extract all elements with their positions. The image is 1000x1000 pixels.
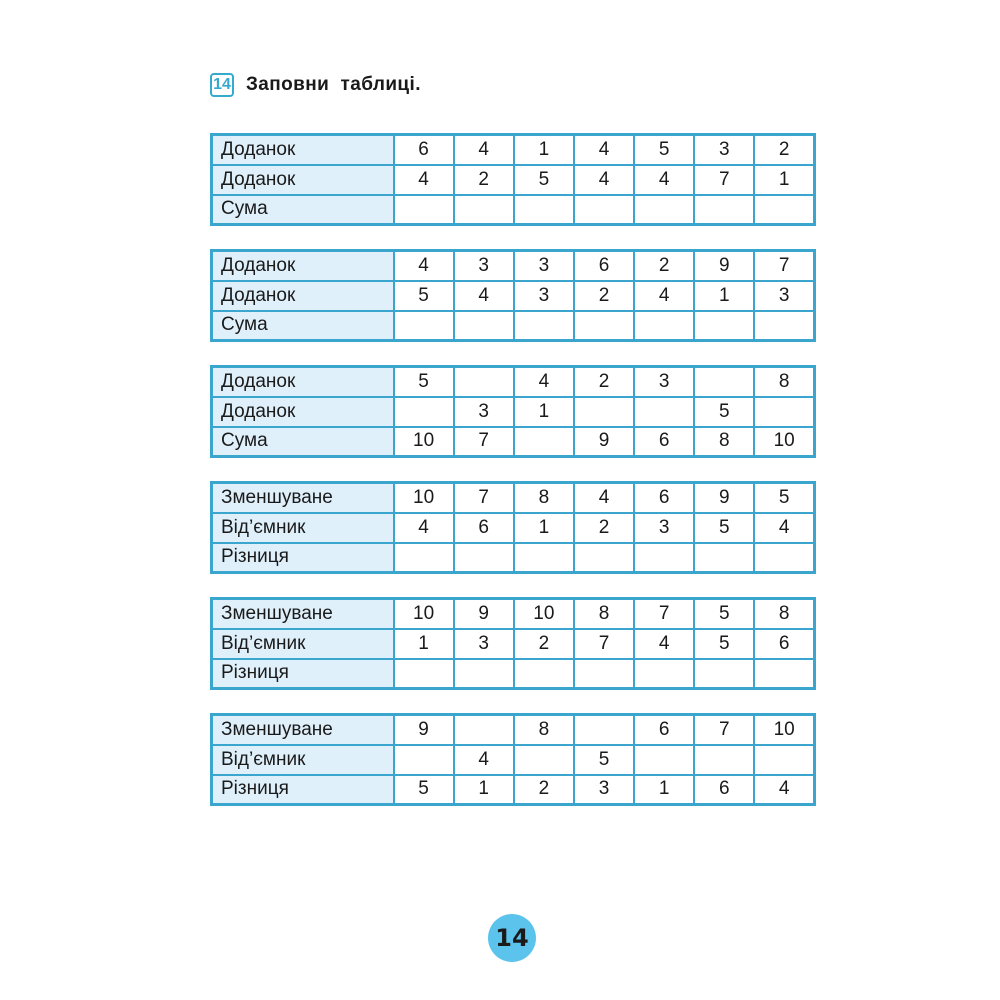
value-cell: 3 [574,775,634,805]
answer-cell[interactable] [634,659,694,689]
answer-cell[interactable] [754,311,814,341]
value-cell: 3 [694,135,754,165]
value-cell: 1 [754,165,814,195]
value-cell: 1 [454,775,514,805]
value-cell: 7 [574,629,634,659]
value-cell: 4 [634,165,694,195]
row-label: Сума [212,311,394,341]
exercise-table [210,365,816,458]
value-cell: 4 [454,281,514,311]
row-label: Зменшуване [212,715,394,745]
value-cell: 8 [514,715,574,745]
answer-cell[interactable] [394,311,454,341]
value-cell: 4 [514,367,574,397]
answer-cell[interactable] [454,367,514,397]
answer-cell[interactable] [574,195,634,225]
value-cell: 3 [754,281,814,311]
value-cell: 5 [694,513,754,543]
answer-cell[interactable] [574,311,634,341]
table-row [212,715,815,745]
answer-cell[interactable] [454,195,514,225]
table-row [212,599,815,629]
answer-cell[interactable] [394,397,454,427]
answer-cell[interactable] [514,543,574,573]
exercise-table [210,133,816,226]
value-cell: 9 [394,715,454,745]
answer-cell[interactable] [694,659,754,689]
exercise-table [210,597,816,690]
answer-cell[interactable] [754,543,814,573]
value-cell: 10 [394,483,454,513]
table-row [212,165,815,195]
answer-cell[interactable] [634,311,694,341]
value-cell: 8 [574,599,634,629]
value-cell: 2 [574,367,634,397]
value-cell: 3 [514,251,574,281]
value-cell: 5 [394,281,454,311]
table-row [212,659,815,689]
value-cell: 5 [694,629,754,659]
table-row [212,775,815,805]
value-cell: 10 [754,715,814,745]
value-cell: 7 [694,715,754,745]
answer-cell[interactable] [754,397,814,427]
value-cell: 2 [574,513,634,543]
row-label: Доданок [212,135,394,165]
exercise-table [210,249,816,342]
row-label: Від’ємник [212,513,394,543]
value-cell: 1 [394,629,454,659]
exercise-table [210,713,816,806]
value-cell: 5 [394,775,454,805]
value-cell: 10 [754,427,814,457]
row-label: Зменшуване [212,483,394,513]
answer-cell[interactable] [754,659,814,689]
row-label: Доданок [212,251,394,281]
row-label: Доданок [212,397,394,427]
answer-cell[interactable] [694,367,754,397]
table-row [212,135,815,165]
answer-cell[interactable] [454,543,514,573]
value-cell: 4 [754,775,814,805]
row-label: Сума [212,427,394,457]
value-cell: 2 [634,251,694,281]
value-cell: 3 [634,367,694,397]
value-cell: 1 [514,397,574,427]
row-label: Від’ємник [212,745,394,775]
value-cell: 8 [694,427,754,457]
answer-cell[interactable] [694,195,754,225]
row-label: Сума [212,195,394,225]
answer-cell[interactable] [394,659,454,689]
answer-cell[interactable] [634,745,694,775]
value-cell: 6 [634,715,694,745]
value-cell: 3 [454,397,514,427]
exercise-tables [210,133,816,829]
value-cell: 8 [754,599,814,629]
row-label: Від’ємник [212,629,394,659]
value-cell: 2 [454,165,514,195]
task-number-badge: 14 [210,73,234,97]
value-cell: 2 [754,135,814,165]
value-cell: 6 [394,135,454,165]
row-label: Доданок [212,165,394,195]
value-cell: 6 [634,483,694,513]
answer-cell[interactable] [694,745,754,775]
value-cell: 1 [694,281,754,311]
value-cell: 4 [454,135,514,165]
page-number: 14 [488,914,536,962]
table-row [212,251,815,281]
answer-cell[interactable] [574,715,634,745]
value-cell: 5 [694,397,754,427]
answer-cell[interactable] [634,543,694,573]
answer-cell[interactable] [754,195,814,225]
table-row [212,427,815,457]
answer-cell[interactable] [514,311,574,341]
value-cell: 8 [514,483,574,513]
value-cell: 10 [394,427,454,457]
table-row [212,195,815,225]
value-cell: 7 [454,483,514,513]
value-cell: 4 [574,135,634,165]
value-cell: 4 [454,745,514,775]
value-cell: 4 [634,281,694,311]
row-label: Доданок [212,367,394,397]
value-cell: 3 [634,513,694,543]
row-label: Доданок [212,281,394,311]
value-cell: 8 [754,367,814,397]
answer-cell[interactable] [514,195,574,225]
value-cell: 2 [574,281,634,311]
value-cell: 1 [514,513,574,543]
value-cell: 7 [754,251,814,281]
answer-cell[interactable] [574,543,634,573]
value-cell: 10 [514,599,574,629]
value-cell: 2 [514,775,574,805]
value-cell: 5 [514,165,574,195]
row-label: Різниця [212,775,394,805]
table-row [212,367,815,397]
answer-cell[interactable] [394,543,454,573]
answer-cell[interactable] [514,745,574,775]
value-cell: 6 [754,629,814,659]
row-label: Різниця [212,659,394,689]
answer-cell[interactable] [634,195,694,225]
value-cell: 5 [634,135,694,165]
task-title: Заповни таблиці. [246,74,421,95]
value-cell: 7 [634,599,694,629]
answer-cell[interactable] [394,195,454,225]
answer-cell[interactable] [454,659,514,689]
table-row [212,629,815,659]
table-row [212,311,815,341]
answer-cell[interactable] [634,397,694,427]
table-row [212,745,815,775]
table-row [212,281,815,311]
value-cell: 3 [454,629,514,659]
value-cell: 1 [514,135,574,165]
table-row [212,513,815,543]
table-row [212,543,815,573]
answer-cell[interactable] [394,745,454,775]
answer-cell[interactable] [574,659,634,689]
row-label: Зменшуване [212,599,394,629]
value-cell: 9 [454,599,514,629]
answer-cell[interactable] [514,659,574,689]
answer-cell[interactable] [694,543,754,573]
value-cell: 9 [574,427,634,457]
answer-cell[interactable] [694,311,754,341]
answer-cell[interactable] [514,427,574,457]
value-cell: 4 [634,629,694,659]
value-cell: 6 [574,251,634,281]
table-row [212,483,815,513]
value-cell: 5 [754,483,814,513]
value-cell: 7 [454,427,514,457]
value-cell: 3 [514,281,574,311]
value-cell: 10 [394,599,454,629]
value-cell: 4 [394,251,454,281]
value-cell: 4 [394,513,454,543]
value-cell: 5 [394,367,454,397]
exercise-table [210,481,816,574]
value-cell: 7 [694,165,754,195]
value-cell: 5 [574,745,634,775]
value-cell: 1 [634,775,694,805]
answer-cell[interactable] [454,311,514,341]
value-cell: 4 [394,165,454,195]
row-label: Різниця [212,543,394,573]
task-header [210,70,421,100]
value-cell: 2 [514,629,574,659]
answer-cell[interactable] [754,745,814,775]
table-row [212,397,815,427]
value-cell: 4 [574,165,634,195]
value-cell: 4 [574,483,634,513]
value-cell: 6 [454,513,514,543]
answer-cell[interactable] [454,715,514,745]
value-cell: 9 [694,251,754,281]
value-cell: 3 [454,251,514,281]
answer-cell[interactable] [574,397,634,427]
value-cell: 4 [754,513,814,543]
value-cell: 6 [694,775,754,805]
value-cell: 5 [694,599,754,629]
value-cell: 9 [694,483,754,513]
value-cell: 6 [634,427,694,457]
